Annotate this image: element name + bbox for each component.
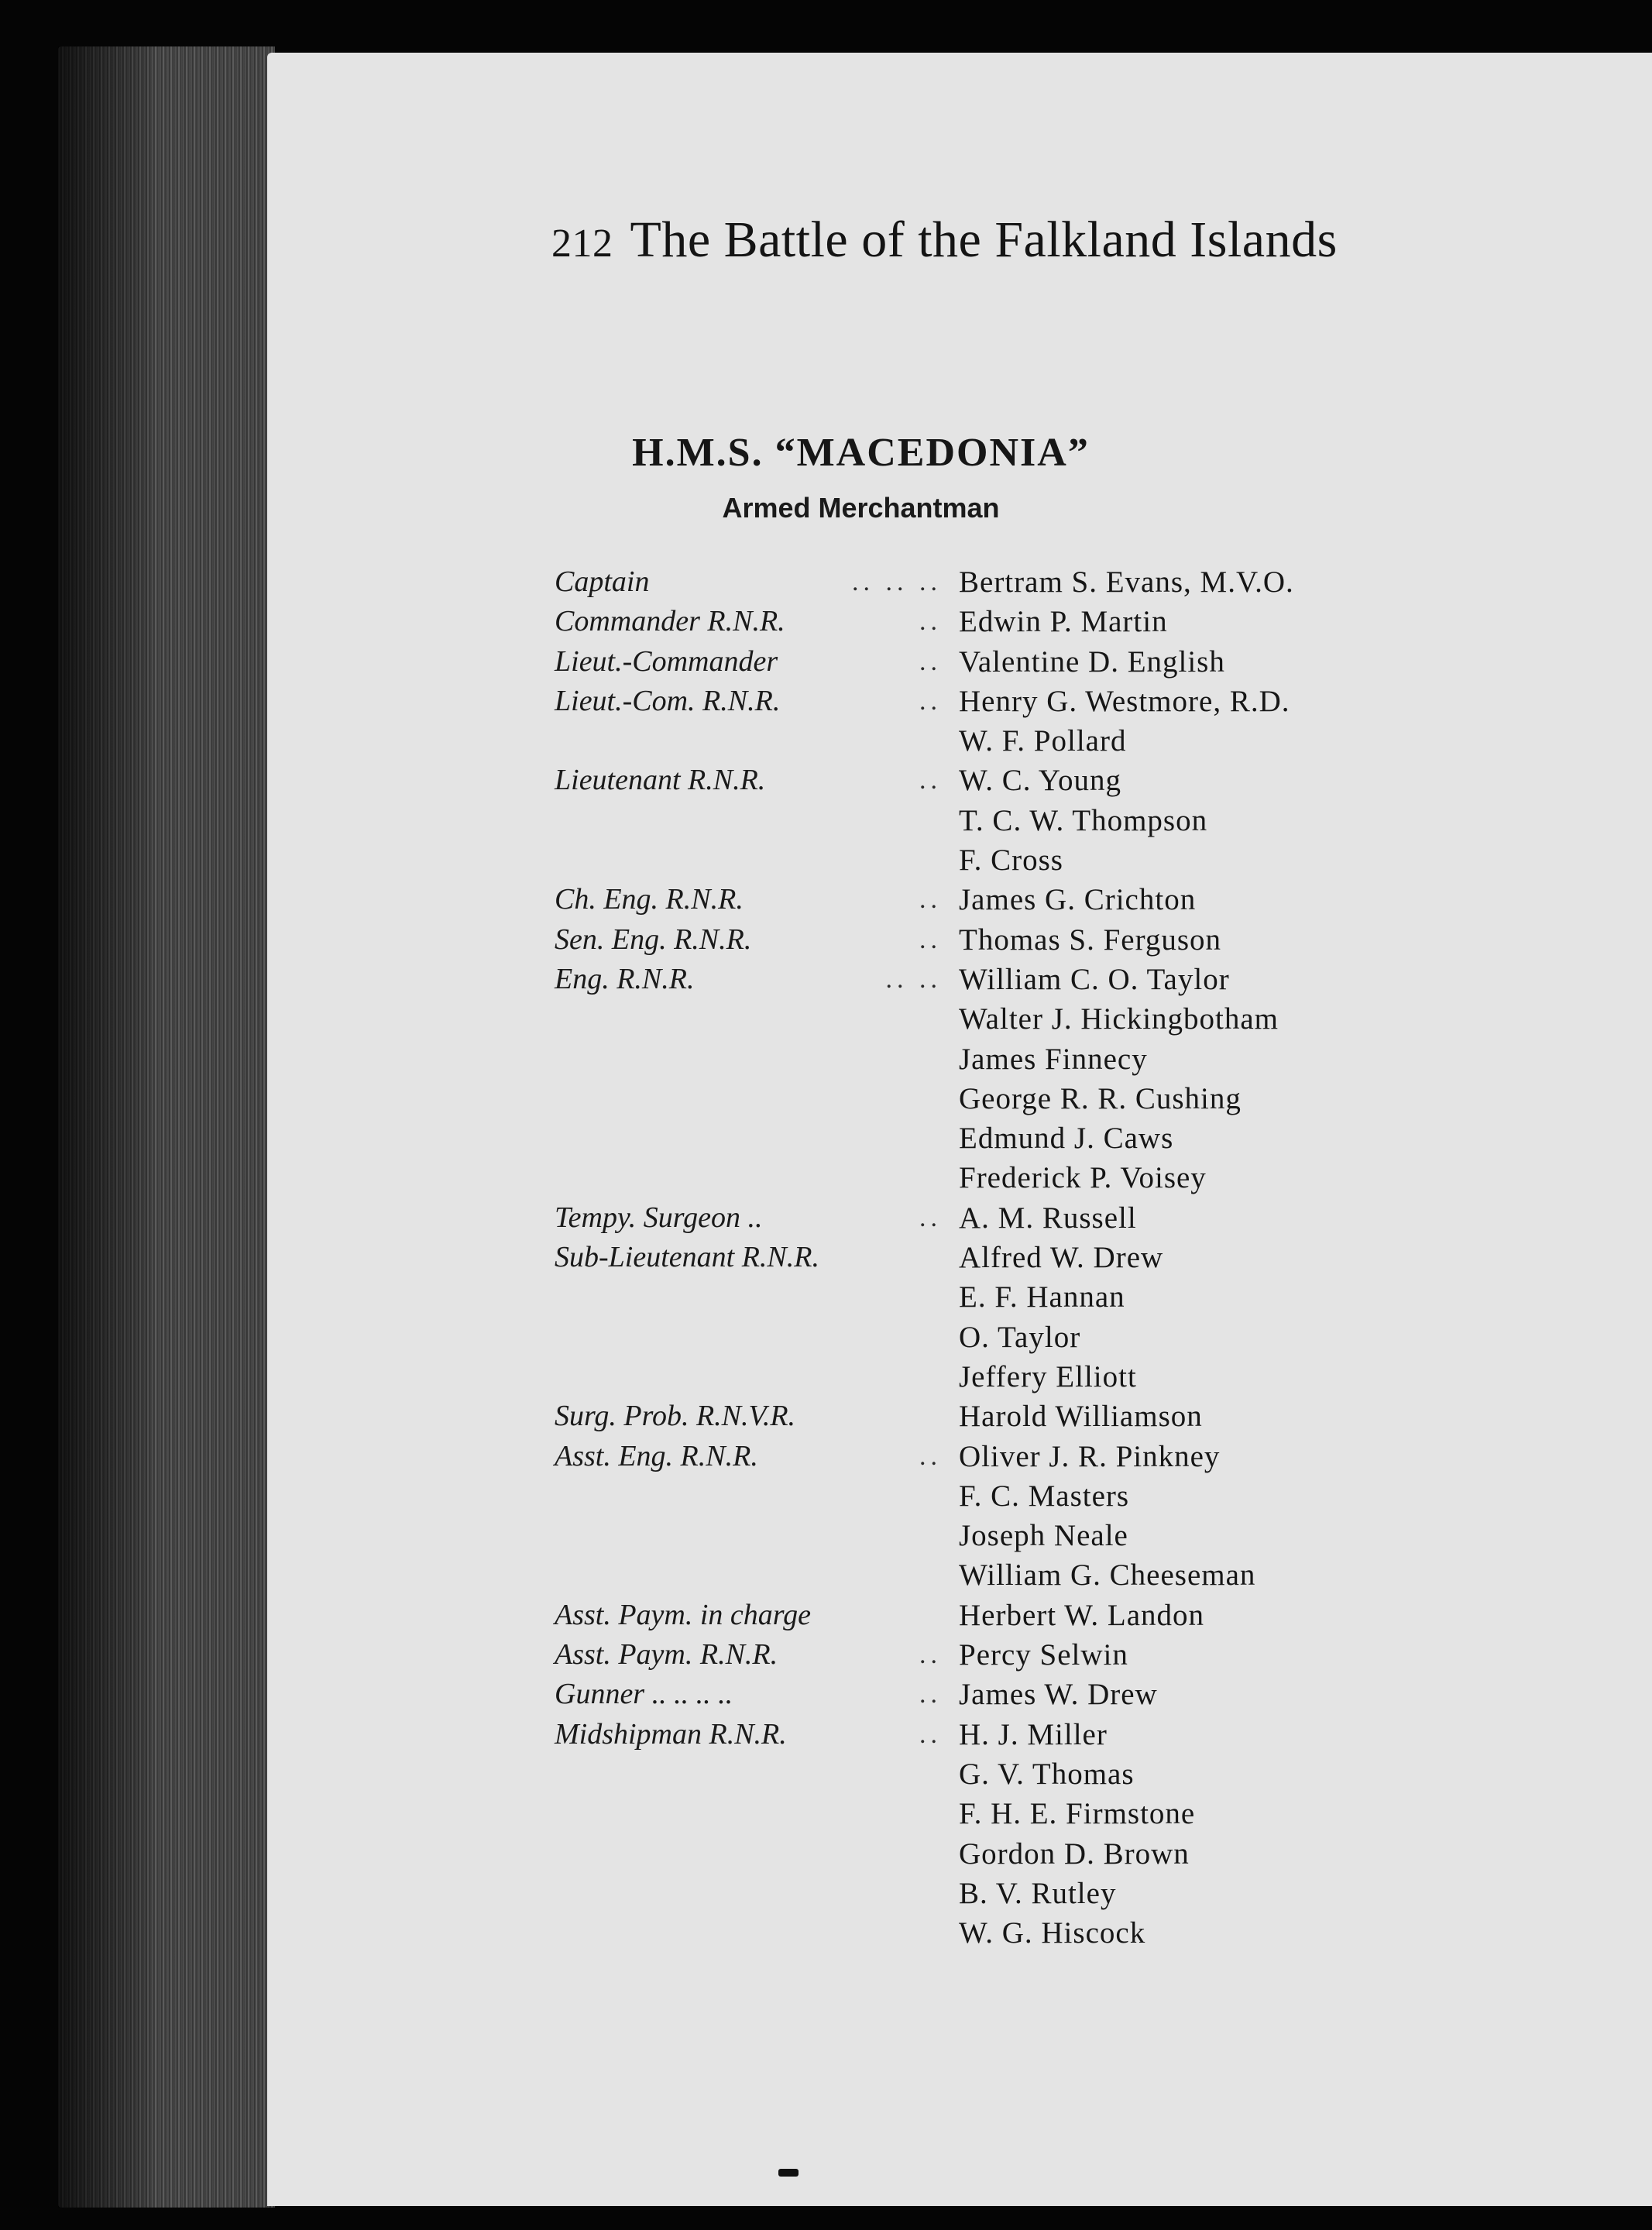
- rank-label: Tempy. Surgeon ..: [555, 1201, 763, 1234]
- roster-row: [555, 920, 1468, 960]
- dot-leader: ..: [919, 1203, 942, 1232]
- officer-name: James G. Crichton: [959, 883, 1197, 917]
- officer-name: Jeffery Elliott: [959, 1359, 1137, 1393]
- roster-row: [555, 1675, 1468, 1714]
- roster-row: [555, 1198, 1468, 1238]
- officer-name: W. G. Hiscock: [959, 1916, 1146, 1950]
- officer-name: H. J. Miller: [959, 1717, 1108, 1751]
- dot-leader: ..: [919, 1680, 942, 1709]
- roster-row: [555, 1913, 1468, 1953]
- page-number: 212: [551, 222, 613, 266]
- officer-roster: [555, 562, 1468, 1953]
- officer-name: W. C. Young: [959, 764, 1122, 798]
- roster-row: [555, 1596, 1468, 1635]
- officer-name: George R. R. Cushing: [959, 1081, 1242, 1115]
- roster-row: [555, 999, 1468, 1039]
- roster-row: [555, 1357, 1468, 1397]
- dot-leader: ..: [919, 885, 942, 915]
- officer-name: Oliver J. R. Pinkney: [959, 1439, 1221, 1473]
- roster-row: [555, 1754, 1468, 1794]
- officer-name: Alfred W. Drew: [959, 1241, 1164, 1275]
- officer-name: William G. Cheeseman: [959, 1558, 1256, 1593]
- officer-name: Percy Selwin: [959, 1638, 1128, 1672]
- dot-leader: .. .. ..: [852, 568, 942, 596]
- officer-name: Edmund J. Caws: [959, 1122, 1174, 1156]
- footer-mark: [778, 2169, 799, 2177]
- officer-name: James Finnecy: [959, 1042, 1148, 1076]
- officer-name: Herbert W. Landon: [959, 1598, 1205, 1632]
- roster-row: [555, 1437, 1468, 1476]
- roster-row: [555, 1079, 1468, 1118]
- officer-name: F. Cross: [959, 844, 1063, 878]
- ship-name-heading: H.M.S. “MACEDONIA”: [632, 431, 1090, 475]
- rank-label: Sub-Lieutenant R.N.R.: [555, 1241, 819, 1274]
- officer-name: E. F. Hannan: [959, 1280, 1125, 1314]
- officer-name: James W. Drew: [959, 1678, 1158, 1712]
- roster-row: [555, 1834, 1468, 1874]
- officer-name: T. C. W. Thompson: [959, 803, 1208, 837]
- roster-row: [555, 761, 1468, 800]
- roster-row: [555, 1318, 1468, 1357]
- rank-label: Ch. Eng. R.N.R.: [555, 883, 744, 916]
- roster-row: [555, 960, 1468, 999]
- dot-leader: ..: [919, 1720, 942, 1749]
- officer-name: W. F. Pollard: [959, 724, 1127, 758]
- dot-leader: ..: [919, 925, 942, 954]
- roster-row: [555, 1039, 1468, 1079]
- officer-name: Henry G. Westmore, R.D.: [959, 684, 1290, 718]
- roster-row: [555, 1238, 1468, 1277]
- roster-row: [555, 1277, 1468, 1317]
- officer-name: Frederick P. Voisey: [959, 1161, 1207, 1195]
- officer-name: F. C. Masters: [959, 1479, 1130, 1513]
- roster-row: [555, 562, 1468, 602]
- officer-name: Harold Williamson: [959, 1400, 1203, 1434]
- rank-label: Asst. Eng. R.N.R.: [555, 1439, 758, 1472]
- roster-row: [555, 1397, 1468, 1436]
- roster-row: [555, 1715, 1468, 1754]
- rank-label: Lieutenant R.N.R.: [555, 764, 766, 797]
- roster-row: [555, 602, 1468, 641]
- officer-name: B. V. Rutley: [959, 1876, 1117, 1910]
- dot-leader: ..: [919, 1441, 942, 1471]
- roster-row: [555, 1635, 1468, 1675]
- rank-label: Midshipman R.N.R.: [555, 1717, 787, 1751]
- roster-row: [555, 840, 1468, 880]
- dot-leader: ..: [919, 647, 942, 676]
- rank-label: Lieut.-Commander: [555, 644, 778, 678]
- rank-label: Gunner .. .. .. ..: [555, 1678, 733, 1711]
- dot-leader: ..: [919, 766, 942, 795]
- rank-label: Sen. Eng. R.N.R.: [555, 923, 752, 956]
- officer-name: Gordon D. Brown: [959, 1837, 1190, 1871]
- running-title: The Battle of the Falkland Islands: [630, 211, 1338, 268]
- roster-row: [555, 801, 1468, 840]
- rank-label: Commander R.N.R.: [555, 605, 785, 638]
- roster-row: [555, 1516, 1468, 1555]
- roster-row: [555, 682, 1468, 721]
- dot-leader: ..: [919, 686, 942, 716]
- roster-row: [555, 1555, 1468, 1595]
- roster-row: [555, 880, 1468, 919]
- rank-label: Asst. Paym. in charge: [555, 1598, 812, 1631]
- spine-shadow: [58, 46, 151, 2208]
- roster-row: [555, 721, 1468, 761]
- officer-name: Bertram S. Evans, M.V.O.: [959, 565, 1294, 599]
- roster-row: [555, 1158, 1468, 1197]
- dot-leader: ..: [919, 1641, 942, 1670]
- roster-row: [555, 1794, 1468, 1833]
- dot-leader: .. ..: [885, 964, 942, 994]
- officer-name: Thomas S. Ferguson: [959, 923, 1222, 957]
- roster-row: [555, 1118, 1468, 1158]
- rank-label: Eng. R.N.R.: [555, 962, 695, 995]
- officer-name: O. Taylor: [959, 1320, 1081, 1354]
- officer-name: Edwin P. Martin: [959, 605, 1168, 639]
- dot-leader: ..: [919, 607, 942, 637]
- officer-name: A. M. Russell: [959, 1201, 1137, 1235]
- rank-label: Asst. Paym. R.N.R.: [555, 1638, 778, 1672]
- rank-label: Surg. Prob. R.N.V.R.: [555, 1400, 796, 1433]
- rank-label: Lieut.-Com. R.N.R.: [555, 684, 781, 717]
- roster-row: [555, 642, 1468, 682]
- officer-name: Joseph Neale: [959, 1519, 1128, 1553]
- rank-label: Captain: [555, 565, 650, 598]
- roster-row: [555, 1874, 1468, 1913]
- officer-name: G. V. Thomas: [959, 1757, 1135, 1791]
- officer-name: Valentine D. English: [959, 644, 1225, 679]
- roster-row: [555, 1476, 1468, 1516]
- officer-name: William C. O. Taylor: [959, 962, 1230, 996]
- ship-type-subheading: Armed Merchantman: [722, 492, 1000, 524]
- officer-name: Walter J. Hickingbotham: [959, 1002, 1279, 1036]
- officer-name: F. H. E. Firmstone: [959, 1797, 1196, 1831]
- running-header: [551, 211, 1338, 270]
